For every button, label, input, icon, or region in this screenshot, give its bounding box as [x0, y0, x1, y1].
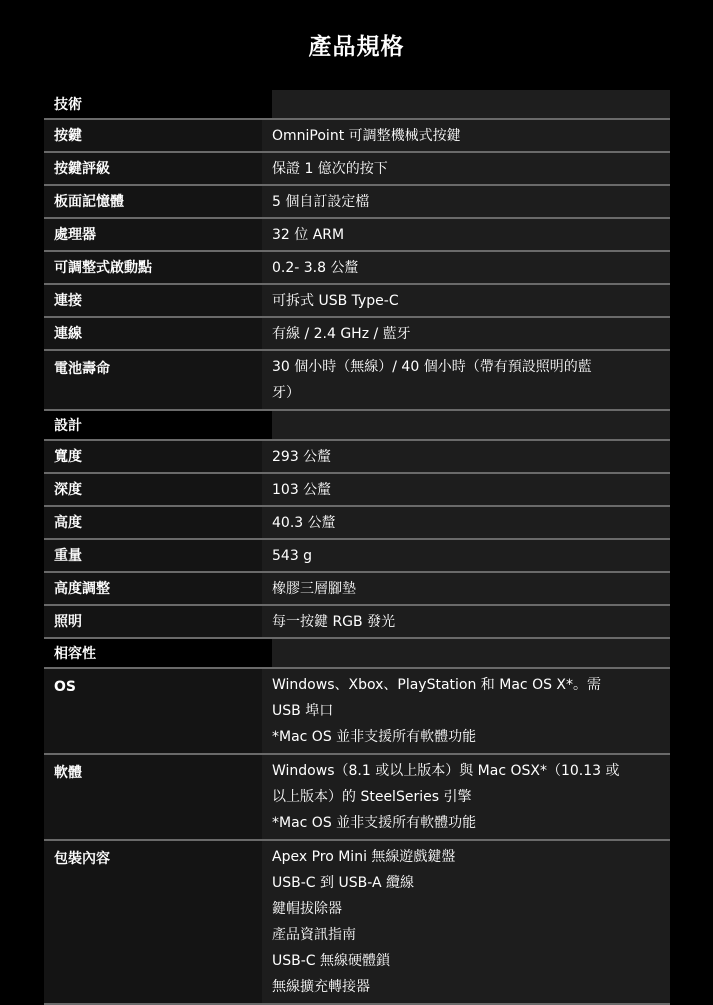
- spec-row: [44, 573, 670, 606]
- spec-key: 包裝內容: [44, 841, 262, 1003]
- spec-value: [262, 318, 670, 349]
- spec-value: [262, 606, 670, 637]
- spec-key: 高度: [44, 507, 262, 538]
- spec-value: [262, 351, 670, 409]
- spec-table: [44, 90, 670, 1005]
- spec-row: [44, 318, 670, 351]
- spec-key: 軟體: [44, 755, 262, 839]
- spec-value-line: 103 公釐: [272, 481, 332, 498]
- spec-value-line: 0.2- 3.8 公釐: [272, 259, 359, 276]
- spec-row: [44, 669, 670, 755]
- spec-key: 重量: [44, 540, 262, 571]
- spec-value-line: 無線擴充轉接器: [272, 979, 370, 995]
- spec-value: [262, 474, 670, 505]
- spec-value-line: 牙）: [272, 385, 300, 401]
- spec-value-line: 橡膠三層腳墊: [272, 580, 356, 597]
- spec-value: [262, 540, 670, 571]
- spec-key: 電池壽命: [44, 351, 262, 409]
- section-heading-fill: [272, 90, 670, 118]
- spec-row: [44, 441, 670, 474]
- section-heading-label: 設計: [54, 418, 82, 434]
- spec-value-line: 32 位 ARM: [272, 226, 345, 243]
- spec-row: [44, 252, 670, 285]
- spec-key: 照明: [44, 606, 262, 637]
- spec-row: [44, 285, 670, 318]
- spec-value-line: 產品資訊指南: [272, 927, 356, 943]
- spec-value-line: Windows、Xbox、PlayStation 和 Mac OS X*。需: [272, 677, 602, 693]
- spec-key: 高度調整: [44, 573, 262, 604]
- spec-value-line: Windows（8.1 或以上版本）與 Mac OSX*（10.13 或: [272, 763, 620, 779]
- spec-value-line: Apex Pro Mini 無線遊戲鍵盤: [272, 849, 456, 865]
- spec-key: 板面記憶體: [44, 186, 262, 217]
- spec-value: [262, 841, 670, 1003]
- spec-row: [44, 153, 670, 186]
- spec-key: 連接: [44, 285, 262, 316]
- spec-row: [44, 606, 670, 639]
- spec-value: [262, 285, 670, 316]
- section-heading-fill: [272, 639, 670, 667]
- spec-row: [44, 186, 670, 219]
- spec-row: [44, 474, 670, 507]
- section-heading-label: 技術: [54, 97, 82, 113]
- spec-value: [262, 153, 670, 184]
- spec-value-line: OmniPoint 可調整機械式按鍵: [272, 127, 461, 144]
- spec-value: [262, 573, 670, 604]
- spec-key: 按鍵: [44, 120, 262, 151]
- spec-key: 按鍵評級: [44, 153, 262, 184]
- section-heading-label: 相容性: [54, 646, 96, 662]
- spec-key: 深度: [44, 474, 262, 505]
- spec-row: [44, 841, 670, 1005]
- spec-value-line: 鍵帽拔除器: [272, 901, 342, 917]
- spec-value: [262, 219, 670, 250]
- section-heading: [44, 639, 670, 669]
- spec-value: [262, 441, 670, 472]
- section-heading-fill: [272, 411, 670, 439]
- spec-key: OS: [44, 669, 262, 753]
- spec-key: 處理器: [44, 219, 262, 250]
- spec-value: [262, 507, 670, 538]
- spec-value-line: *Mac OS 並非支援所有軟體功能: [272, 815, 477, 831]
- page-title: 產品規格: [308, 34, 405, 60]
- spec-value-line: USB-C 無線硬體鎖: [272, 953, 391, 969]
- spec-value: [262, 186, 670, 217]
- spec-value: [262, 120, 670, 151]
- spec-key: 連線: [44, 318, 262, 349]
- spec-row: [44, 755, 670, 841]
- spec-row: [44, 351, 670, 411]
- spec-row: [44, 120, 670, 153]
- spec-value-line: USB-C 到 USB-A 纜線: [272, 875, 414, 891]
- spec-value-line: USB 埠口: [272, 703, 334, 719]
- spec-key: 寬度: [44, 441, 262, 472]
- spec-value-line: 40.3 公釐: [272, 514, 336, 531]
- spec-row: [44, 540, 670, 573]
- section-heading: [44, 90, 670, 120]
- section-heading: [44, 411, 670, 441]
- spec-value-line: 以上版本）的 SteelSeries 引擎: [272, 789, 472, 805]
- spec-row: [44, 219, 670, 252]
- spec-row: [44, 507, 670, 540]
- spec-value: [262, 755, 670, 839]
- spec-value-line: 293 公釐: [272, 448, 332, 465]
- spec-value: [262, 252, 670, 283]
- spec-value-line: 543 g: [272, 547, 313, 564]
- spec-value-line: 5 個自訂設定檔: [272, 193, 370, 210]
- spec-value-line: 保證 1 億次的按下: [272, 160, 388, 177]
- spec-value-line: 每一按鍵 RGB 發光: [272, 613, 396, 630]
- spec-key: 可調整式啟動點: [44, 252, 262, 283]
- spec-value: [262, 669, 670, 753]
- spec-value-line: 有線 / 2.4 GHz / 藍牙: [272, 325, 411, 342]
- spec-value-line: 30 個小時（無線）/ 40 個小時（帶有預設照明的藍: [272, 359, 592, 375]
- spec-value-line: *Mac OS 並非支援所有軟體功能: [272, 729, 477, 745]
- spec-value-line: 可拆式 USB Type-C: [272, 292, 399, 309]
